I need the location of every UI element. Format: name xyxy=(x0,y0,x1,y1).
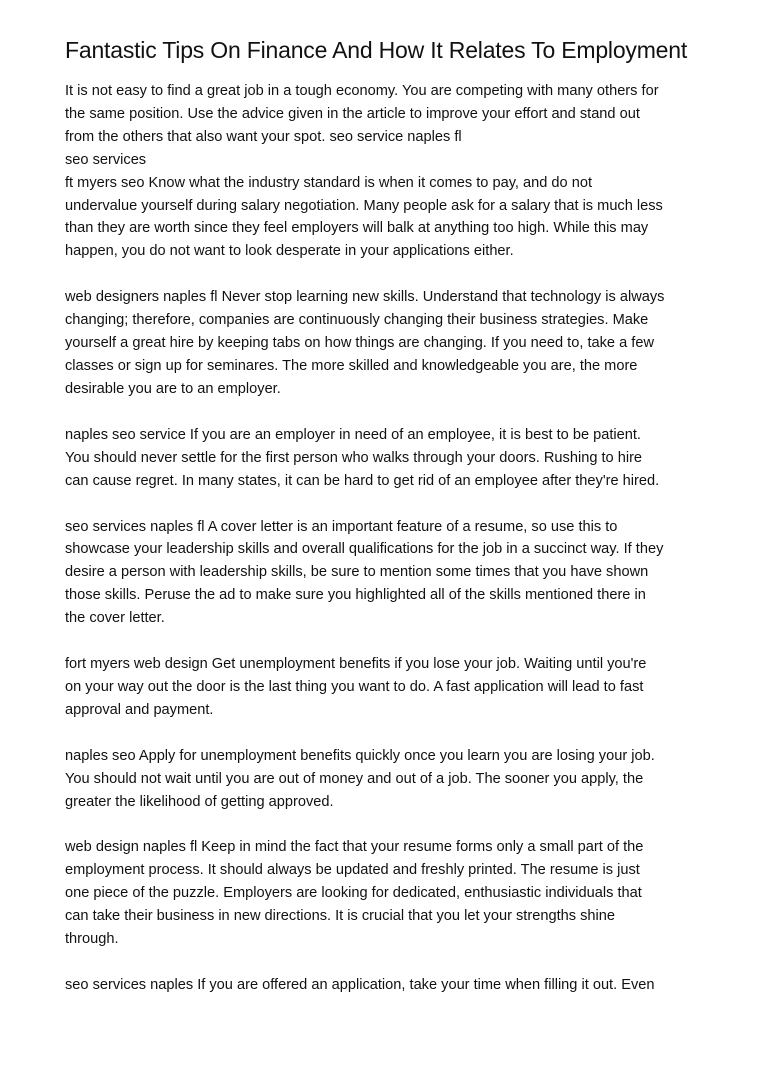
text-line: greater the likelihood of getting approved. xyxy=(65,793,334,810)
text-line: employment process. It should always be updated and freshly printed. The resume is just xyxy=(65,862,640,879)
text-line: It is not easy to find a great job in a tough economy. You are competing with many others for xyxy=(65,83,659,99)
text-line: seo services naples If you are offered an application, take your time when filling it out. Even xyxy=(65,977,655,993)
text-line: You should never settle for the first person who walks through your doors. Rushing to hire xyxy=(65,449,643,466)
text-line: than they are worth since they feel employers will balk at anything too high. While this may xyxy=(65,220,649,237)
document-title: Fantastic Tips On Finance And How It Relates To Employment xyxy=(65,37,688,63)
paragraph xyxy=(65,974,715,997)
text-line: one piece of the puzzle. Employers are looking for dedicated, enthusiastic individuals that xyxy=(65,885,642,902)
text-line: the cover letter. xyxy=(65,610,165,627)
text-line: on your way out the door is the last thing you want to do. A fast application will lead to fast xyxy=(65,678,644,695)
text-line: seo services naples fl A cover letter is an important feature of a resume, so use this to xyxy=(65,518,618,535)
paragraph xyxy=(65,286,715,401)
text-line: the same position. Use the advice given in the article to improve your effort and stand out xyxy=(65,105,640,122)
text-line: can take their business in new directions. It is crucial that you let your strengths shine xyxy=(65,908,615,925)
text-line: showcase your leadership skills and overall qualifications for the job in a succinct way. If they xyxy=(65,541,664,558)
text-line: through. xyxy=(65,931,119,948)
document-body xyxy=(65,80,715,997)
text-line: desirable you are to an employer. xyxy=(65,380,281,397)
text-line: desire a person with leadership skills, be sure to mention some times that you have shown xyxy=(65,564,649,581)
paragraph xyxy=(65,516,715,631)
text-line: naples seo service If you are an employer in need of an employee, it is best to be patient. xyxy=(65,426,641,443)
text-line: from the others that also want your spot. seo service naples fl xyxy=(65,128,462,145)
text-line: You should not wait until you are out of money and out of a job. The sooner you apply, the xyxy=(65,770,644,787)
text-line: can cause regret. In many states, it can be hard to get rid of an employee after they're hired. xyxy=(65,472,660,489)
text-line: classes or sign up for seminares. The more skilled and knowledgeable you are, the more xyxy=(65,357,638,374)
text-line: undervalue yourself during salary negotiation. Many people ask for a salary that is much less xyxy=(65,197,663,214)
text-line: those skills. Peruse the ad to make sure you highlighted all of the skills mentioned there in xyxy=(65,587,646,604)
text-line: web design naples fl Keep in mind the fact that your resume forms only a small part of the xyxy=(65,839,644,856)
text-line: approval and payment. xyxy=(65,701,214,718)
text-line: web designers naples fl Never stop learning new skills. Understand that technology is always xyxy=(65,289,665,306)
paragraph xyxy=(65,653,715,722)
text-line: seo services xyxy=(65,151,147,168)
text-line: ft myers seo Know what the industry standard is when it comes to pay, and do not xyxy=(65,174,592,191)
text-line: yourself a great hire by keeping tabs on how things are changing. If you need to, take a few xyxy=(65,335,654,352)
paragraph xyxy=(65,745,715,814)
document-page xyxy=(65,38,715,1020)
text-line: happen, you do not want to look desperate in your applications either. xyxy=(65,243,514,260)
paragraph xyxy=(65,424,715,493)
text-line: changing; therefore, companies are continuously changing their business strategies. Make xyxy=(65,312,649,329)
paragraph xyxy=(65,836,715,951)
paragraph xyxy=(65,80,715,263)
text-line: naples seo Apply for unemployment benefits quickly once you learn you are losing your job. xyxy=(65,747,655,764)
text-line: fort myers web design Get unemployment benefits if you lose your job. Waiting until you're xyxy=(65,656,647,673)
